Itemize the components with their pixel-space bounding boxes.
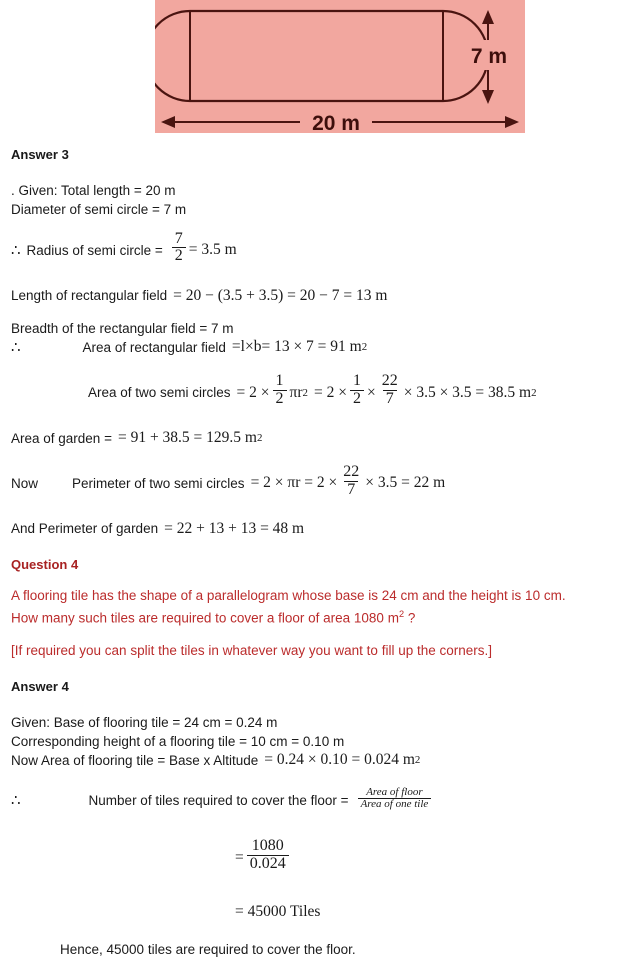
length-label: Length of rectangular field xyxy=(11,288,168,304)
area-semis-times: × xyxy=(366,383,376,401)
area-rect-eq: = xyxy=(231,338,241,356)
question-4-line-2-tail: ? xyxy=(404,610,416,626)
therefore-symbol-tiles: ∴ xyxy=(11,792,21,809)
width-arrow-head-left xyxy=(161,116,175,128)
tiles-ratio-numerator: Area of floor xyxy=(366,785,423,798)
tiles-formula-label: Number of tiles required to cover the floor = xyxy=(88,792,349,808)
tiles-values-fraction xyxy=(247,838,289,873)
area-semis-tail: × 3.5 × 3.5 = 38.5 m xyxy=(403,383,532,401)
answer-4-heading: Answer 4 xyxy=(11,679,69,695)
answer-3-area-semicircles-row xyxy=(0,372,625,411)
answer-4-given-base: Given: Base of flooring tile = 24 cm = 0.24 m xyxy=(11,715,278,731)
answer-3-length-row xyxy=(0,287,625,305)
answer-3-given-line-2: Diameter of semi circle = 7 m xyxy=(11,202,187,217)
radius-fraction xyxy=(172,231,186,266)
radius-label: Radius of semi circle = xyxy=(26,242,163,258)
area-rect-b: b xyxy=(253,338,262,356)
area-semis-label: Area of two semi circles xyxy=(88,385,231,401)
question-4-line-2 xyxy=(0,605,625,628)
question-4-area-exponent: 2 xyxy=(398,608,405,619)
garden-figure xyxy=(155,0,525,133)
answer-4-area-tile-row xyxy=(0,751,625,769)
area-rect-exponent: 2 xyxy=(361,341,368,354)
area-semis-pi-r: πr xyxy=(289,383,303,401)
area-semis-pi-fraction xyxy=(379,373,401,408)
area-rect-label: Area of rectangular field xyxy=(82,339,226,355)
area-garden-label: Area of garden = xyxy=(11,430,112,446)
perimeter-fraction-denominator: 7 xyxy=(344,481,358,499)
area-tile-exponent: 2 xyxy=(414,754,421,767)
answer-4-tiles-result-row xyxy=(0,903,625,921)
radius-fraction-numerator: 7 xyxy=(174,229,183,247)
area-tile-label: Now Area of flooring tile = Base x Altitude xyxy=(11,752,259,768)
area-semis-pi-r-exponent: 2 xyxy=(302,386,308,399)
solution-document xyxy=(0,133,625,959)
answer-3-heading: Answer 3 xyxy=(11,147,69,162)
perimeter-fraction-numerator: 22 xyxy=(343,462,360,480)
answer-4-conclusion: Hence, 45000 tiles are required to cover the floor. xyxy=(60,941,356,957)
tiles-values-numerator: 1080 xyxy=(251,836,284,854)
perimeter-garden-expression: = 22 + 13 + 13 = 48 m xyxy=(164,519,305,537)
figure-width-label: 20 m xyxy=(312,112,360,133)
radius-fraction-denominator: 2 xyxy=(172,247,186,265)
pi-fraction-denominator: 7 xyxy=(383,390,397,408)
half-1-denominator: 2 xyxy=(273,390,287,408)
answer-3-radius-row xyxy=(0,229,625,268)
half-1-numerator: 1 xyxy=(275,372,284,390)
answer-4-given-height: Corresponding height of a flooring tile = 10 cm = 0.10 m xyxy=(11,734,345,750)
tiles-result: = 45000 Tiles xyxy=(235,902,321,920)
area-rect-times: × xyxy=(244,338,254,356)
question-4-heading: Question 4 xyxy=(11,556,79,572)
area-semis-eq1: = 2 × xyxy=(236,383,270,401)
perimeter-garden-label: And Perimeter of garden xyxy=(11,521,159,537)
area-tile-expression: = 0.24 × 0.10 = 0.024 m xyxy=(264,751,415,769)
answer-3-breadth-line: Breadth of the rectangular field = 7 m xyxy=(11,320,234,336)
perimeter-semis-label: Perimeter of two semi circles xyxy=(72,475,245,491)
area-garden-expression: = 91 + 38.5 = 129.5 m xyxy=(117,429,257,447)
answer-4-tiles-values-row xyxy=(0,836,625,875)
perimeter-semis-now: Now xyxy=(11,475,39,491)
tiles-values-denominator: 0.024 xyxy=(247,855,289,873)
area-semis-half-fraction-1 xyxy=(273,373,287,408)
tiles-values-equals: = xyxy=(235,848,244,866)
perimeter-semis-tail: × 3.5 = 22 m xyxy=(365,474,446,492)
answer-3-area-rect-row xyxy=(0,338,625,357)
question-4-note: [If required you can split the tiles in whatever way you want to fill up the corners.] xyxy=(11,643,492,659)
stadium-outline xyxy=(155,11,488,101)
therefore-symbol: ∴ xyxy=(11,242,21,259)
area-rect-l: l xyxy=(240,338,245,356)
garden-diagram-svg xyxy=(155,0,525,133)
answer-3-perimeter-semicircles-row xyxy=(0,462,625,501)
half-2-numerator: 1 xyxy=(352,372,361,390)
area-semis-eq2: = 2 × xyxy=(313,383,347,401)
width-arrow-head-right xyxy=(505,116,519,128)
height-arrow-head-top xyxy=(482,10,494,24)
half-2-denominator: 2 xyxy=(350,390,364,408)
perimeter-semis-fraction xyxy=(340,464,362,499)
tiles-ratio-fraction xyxy=(358,787,432,811)
therefore-symbol-area-rect: ∴ xyxy=(11,339,21,356)
answer-3-perimeter-garden-row xyxy=(0,520,625,538)
length-expression: = 20 − (3.5 + 3.5) = 20 − 7 = 13 m xyxy=(173,286,388,304)
area-rect-result: = 13 × 7 = 91 m xyxy=(261,338,362,356)
area-semis-tail-exponent: 2 xyxy=(531,386,537,399)
question-4-line-1: A flooring tile has the shape of a parallelogram whose base is 24 cm and the height is 10 cm. xyxy=(11,587,566,603)
tiles-ratio-denominator: Area of one tile xyxy=(358,798,432,811)
pi-fraction-numerator: 22 xyxy=(381,372,398,390)
figure-height-label: 7 m xyxy=(470,45,508,68)
question-4-line-2-text: How many such tiles are required to cover a floor of area 1080 m xyxy=(11,610,399,626)
answer-3-given-line-1: . Given: Total length = 20 m xyxy=(11,183,176,198)
area-semis-half-fraction-2 xyxy=(350,373,364,408)
area-garden-exponent: 2 xyxy=(256,432,263,445)
perimeter-semis-eq: = 2 × πr = 2 × xyxy=(250,474,338,492)
height-arrow-head-bottom xyxy=(482,90,494,104)
answer-4-tiles-formula-row xyxy=(0,785,625,812)
radius-result: = 3.5 m xyxy=(188,241,237,259)
answer-3-area-garden-row xyxy=(0,429,625,447)
